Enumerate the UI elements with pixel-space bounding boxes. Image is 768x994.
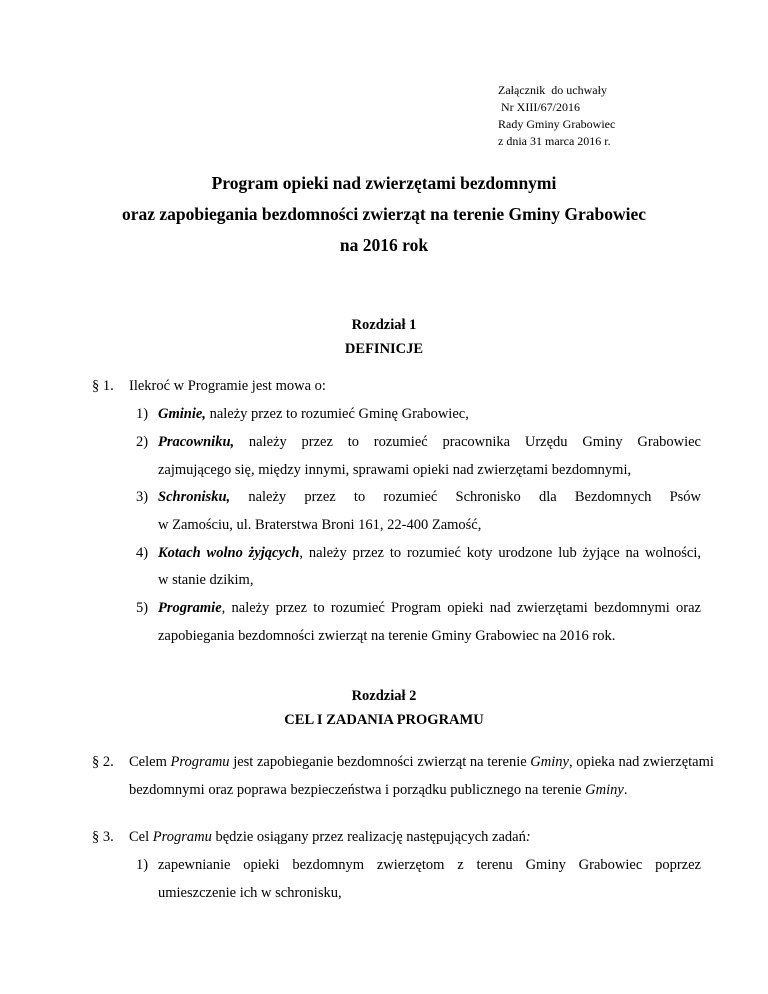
annex-header [498,82,615,150]
italic-term: Programu [152,829,212,845]
item-text: należy przez to rozumieć pracownika Urzędu Gminy Grabowiec [234,434,701,450]
defined-term: Schronisku, [158,489,231,505]
list-item [136,434,701,451]
italic-term: Gminy [530,754,569,770]
text-run: Cel [129,829,153,845]
document-title-line-1: Program opieki nad zwierzętami bezdomnymi [211,173,557,193]
paragraph-line [129,754,714,771]
list-item [136,406,469,423]
item-number: 5) [136,600,149,616]
section-number: § 3. [92,829,114,845]
italic-term: Gminy [585,782,624,798]
item-continuation: zajmującego się, między innymi, sprawami opieki nad zwierzętami bezdomnymi, [158,462,632,478]
text-run: : [525,829,531,845]
paragraph-line [129,782,627,799]
paragraph-line [129,829,531,846]
item-text: , należy przez to rozumieć Program opieki nad zwierzętami bezdomnymi oraz [221,600,701,616]
item-number: 1) [136,406,149,422]
annex-line: Nr XIII/67/2016 [498,100,580,114]
item-number: 4) [136,545,149,561]
item-text: należy przez to rozumieć Schronisko dla Bezdomnych Psów [230,489,701,505]
item-text: należy przez to rozumieć Gminę Grabowiec, [205,406,469,422]
item-number: 2) [136,434,149,450]
annex-line: Rady Gminy Grabowiec [498,117,616,131]
list-item [136,545,701,562]
item-number: 1) [136,857,149,873]
list-item [136,857,701,874]
text-run: bezdomnymi oraz poprawa bezpieczeństwa i porządku publicznego na terenie [129,782,586,798]
defined-term: Kotach wolno żyjących [158,545,300,561]
item-text: , należy przez to rozumieć koty urodzone lub żyjące na wolności, [299,545,702,561]
list-item [136,489,701,506]
item-text: zapewnianie opieki bezdomnym zwierzętom z terenu Gminy Grabowiec poprzez [158,857,701,873]
item-continuation: umieszczenie ich w schronisku, [158,885,342,901]
document-title-line-2: oraz zapobiegania bezdomności zwierząt na terenie Gminy Grabowiec [121,204,647,224]
document-title-line-3: na 2016 rok [339,235,429,255]
text-run: Celem [129,754,171,770]
defined-term: Programie [158,600,222,616]
text-run: będzie osiągany przez realizację następujących zadań [211,829,526,845]
list-item [136,600,701,617]
section-number: § 1. [92,378,114,394]
text-run: , opieka nad zwierzętami [568,754,714,770]
chapter-2-label: Rozdział 2 [351,688,417,704]
item-number: 3) [136,489,149,505]
text-run: . [623,782,628,798]
chapter-1-label: Rozdział 1 [351,317,417,333]
section-intro: Ilekroć w Programie jest mowa o: [129,378,326,394]
annex-line: Załącznik do uchwały [498,83,607,97]
item-continuation: w Zamościu, ul. Braterstwa Broni 161, 22-400 Zamość, [158,517,482,533]
italic-term: Programu [170,754,230,770]
annex-line: z dnia 31 marca 2016 r. [498,134,611,148]
chapter-1-heading: DEFINICJE [344,341,424,357]
text-run: jest zapobieganie bezdomności zwierząt na terenie [229,754,531,770]
defined-term: Pracowniku, [158,434,235,450]
item-continuation: zapobiegania bezdomności zwierząt na terenie Gminy Grabowiec na 2016 rok. [158,628,616,644]
item-continuation: w stanie dzikim, [158,572,254,588]
section-number: § 2. [92,754,114,770]
defined-term: Gminie, [158,406,206,422]
chapter-2-heading: CEL I ZADANIA PROGRAMU [284,712,484,728]
